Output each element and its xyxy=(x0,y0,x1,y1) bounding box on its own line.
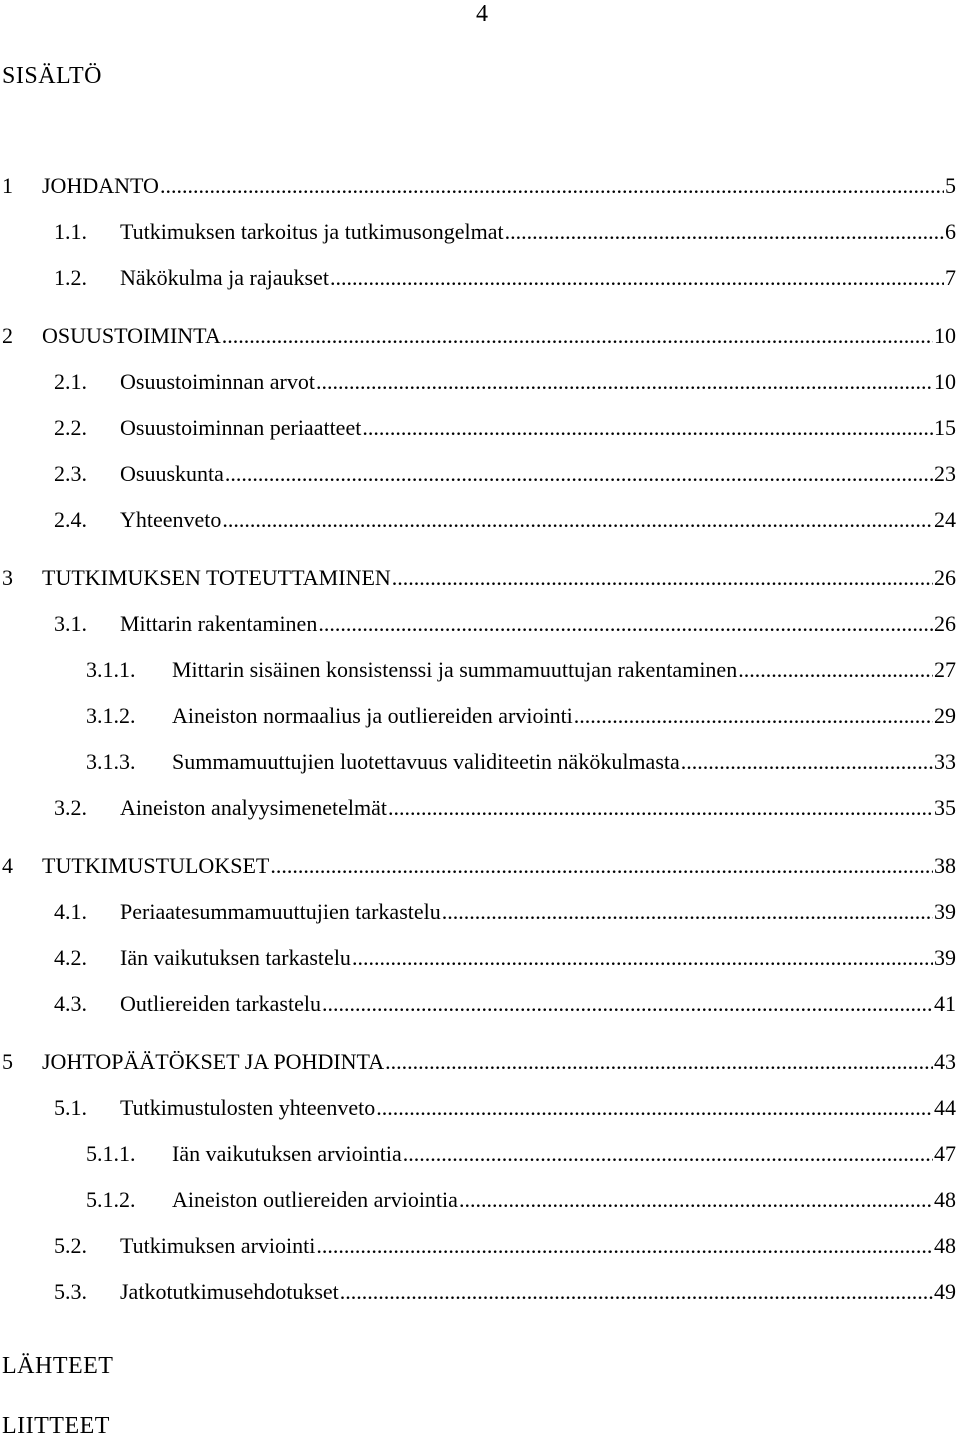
toc-entry-number: 1.2. xyxy=(54,265,87,290)
toc-dot-leader xyxy=(222,506,933,534)
toc-entry-label: JOHTOPÄÄTÖKSET JA POHDINTA xyxy=(42,1049,385,1074)
toc-entry[interactable] xyxy=(0,1272,960,1306)
toc-entry-label: Osuuskunta xyxy=(120,461,224,486)
toc-entry[interactable] xyxy=(0,742,960,776)
toc-entry[interactable] xyxy=(0,1042,960,1076)
toc-entry-label: JOHDANTO xyxy=(42,173,159,198)
toc-dot-leader xyxy=(330,264,944,292)
toc-entry-label: Aineiston normaalius ja outliereiden arviointi xyxy=(172,703,573,728)
toc-entry-label: Iän vaikutuksen arviointia xyxy=(172,1141,402,1166)
toc-entry[interactable] xyxy=(0,500,960,534)
toc-entry-number: 1.1. xyxy=(54,219,87,244)
toc-entry-label: Iän vaikutuksen tarkastelu xyxy=(120,945,351,970)
toc-entry-page: 48 xyxy=(934,1233,956,1258)
toc-entry-label: Tutkimuksen arviointi xyxy=(120,1233,316,1258)
toc-entry-label: Tutkimuksen tarkoitus ja tutkimusongelmat xyxy=(120,219,504,244)
toc-entry-number: 5.2. xyxy=(54,1233,87,1258)
toc-entry-page: 38 xyxy=(934,853,956,878)
toc-dot-leader xyxy=(442,898,933,926)
toc-dot-leader xyxy=(340,1278,933,1306)
toc-entry-number: 2.2. xyxy=(54,415,87,440)
toc-entry-number: 3.1.1. xyxy=(86,657,136,682)
toc-dot-leader xyxy=(459,1186,933,1214)
toc-entry-page: 39 xyxy=(934,899,956,924)
toc-entry-number: 1 xyxy=(2,173,13,198)
toc-entry[interactable] xyxy=(0,604,960,638)
toc-dot-leader xyxy=(316,1232,933,1260)
toc-entry-number: 2.3. xyxy=(54,461,87,486)
toc-entry-page: 48 xyxy=(934,1187,956,1212)
toc-entry[interactable] xyxy=(0,1180,960,1214)
toc-entry-number: 3.1. xyxy=(54,611,87,636)
toc-entry-number: 5.1. xyxy=(54,1095,87,1120)
toc-entry-page: 10 xyxy=(934,323,956,348)
toc-dot-leader xyxy=(160,172,944,200)
toc-entry-page: 44 xyxy=(934,1095,956,1120)
toc-entry-page: 39 xyxy=(934,945,956,970)
toc-entry-number: 3.2. xyxy=(54,795,87,820)
toc-entry-label: TUTKIMUKSEN TOTEUTTAMINEN xyxy=(42,565,391,590)
toc-entry-label: Osuustoiminnan periaatteet xyxy=(120,415,362,440)
toc-entry[interactable] xyxy=(0,1226,960,1260)
toc-entry[interactable] xyxy=(0,212,960,246)
toc-entry-label: Periaatesummamuuttujien tarkastelu xyxy=(120,899,441,924)
toc-entry[interactable] xyxy=(0,846,960,880)
toc-entry[interactable] xyxy=(0,362,960,396)
toc-entry-label: Outliereiden tarkastelu xyxy=(120,991,321,1016)
toc-entry-number: 5.1.1. xyxy=(86,1141,136,1166)
toc-entry[interactable] xyxy=(0,938,960,972)
toc-entry-page: 43 xyxy=(934,1049,956,1074)
toc-entry-page: 15 xyxy=(934,415,956,440)
toc-dot-leader xyxy=(316,368,933,396)
toc-dot-leader xyxy=(385,1048,933,1076)
toc-dot-leader xyxy=(362,414,933,442)
toc-entry-page: 26 xyxy=(934,611,956,636)
toc-dot-leader xyxy=(225,460,933,488)
toc-entry-label: Tutkimustulosten yhteenveto xyxy=(120,1095,376,1120)
toc-entry-page: 23 xyxy=(934,461,956,486)
toc-entry-number: 3.1.2. xyxy=(86,703,136,728)
toc-entry[interactable] xyxy=(0,454,960,488)
toc-dot-leader xyxy=(738,656,933,684)
toc-entry-page: 26 xyxy=(934,565,956,590)
toc-entry-page: 27 xyxy=(934,657,956,682)
toc-entry-page: 33 xyxy=(934,749,956,774)
toc-entry-number: 5.3. xyxy=(54,1279,87,1304)
toc-entry-label: Osuustoiminnan arvot xyxy=(120,369,315,394)
toc-dot-leader xyxy=(222,322,933,350)
toc-entry-page: 24 xyxy=(934,507,956,532)
toc-entry-page: 29 xyxy=(934,703,956,728)
toc-dot-leader xyxy=(388,794,933,822)
toc-dot-leader xyxy=(681,748,933,776)
toc-title: SISÄLTÖ xyxy=(2,63,102,89)
toc-entry-number: 3.1.3. xyxy=(86,749,136,774)
toc-entry-label: TUTKIMUSTULOKSET xyxy=(42,853,270,878)
toc-entry-label: Jatkotutkimusehdotukset xyxy=(120,1279,339,1304)
toc-entry[interactable] xyxy=(0,696,960,730)
toc-dot-leader xyxy=(574,702,933,730)
toc-entry-label: Mittarin sisäinen konsistenssi ja summamuuttujan rakentaminen xyxy=(172,657,738,682)
toc-entry-number: 2.4. xyxy=(54,507,87,532)
toc-entry-number: 2.1. xyxy=(54,369,87,394)
toc-entry-page: 47 xyxy=(934,1141,956,1166)
toc-dot-leader xyxy=(376,1094,933,1122)
toc-entry-page: 49 xyxy=(934,1279,956,1304)
toc-entry[interactable] xyxy=(0,408,960,442)
toc-dot-leader xyxy=(322,990,933,1018)
toc-entry[interactable] xyxy=(0,166,960,200)
toc-entry-page: 10 xyxy=(934,369,956,394)
toc-entry-number: 3 xyxy=(2,565,13,590)
toc-entry[interactable] xyxy=(0,558,960,592)
toc-entry[interactable] xyxy=(0,984,960,1018)
toc-entry-label: Aineiston outliereiden arviointia xyxy=(172,1187,458,1212)
toc-entry-label: Mittarin rakentaminen xyxy=(120,611,318,636)
toc-entry-page: 35 xyxy=(934,795,956,820)
page-number: 4 xyxy=(476,1,488,27)
toc-entry-page: 7 xyxy=(945,265,956,290)
toc-dot-leader xyxy=(505,218,944,246)
toc-entry-page: 41 xyxy=(934,991,956,1016)
toc-entry[interactable] xyxy=(0,1134,960,1168)
toc-entry[interactable] xyxy=(0,316,960,350)
toc-entry-page: 5 xyxy=(945,173,956,198)
toc-entry-number: 4 xyxy=(2,853,13,878)
toc-entry-number: 4.1. xyxy=(54,899,87,924)
toc-references-heading[interactable]: LÄHTEET xyxy=(2,1353,114,1379)
toc-entry[interactable] xyxy=(0,258,960,292)
toc-dot-leader xyxy=(403,1140,933,1168)
toc-dot-leader xyxy=(318,610,933,638)
toc-entry[interactable] xyxy=(0,788,960,822)
toc-dot-leader xyxy=(392,564,933,592)
toc-dot-leader xyxy=(352,944,933,972)
toc-entry-label: Yhteenveto xyxy=(120,507,222,532)
toc-entry-label: OSUUSTOIMINTA xyxy=(42,323,221,348)
toc-entry-label: Summamuuttujien luotettavuus validiteetin näkökulmasta xyxy=(172,749,680,774)
toc-entry-label: Näkökulma ja rajaukset xyxy=(120,265,329,290)
toc-entry[interactable] xyxy=(0,1088,960,1122)
toc-entry-page: 6 xyxy=(945,219,956,244)
toc-entry-label: Aineiston analyysimenetelmät xyxy=(120,795,387,820)
toc-entry-number: 2 xyxy=(2,323,13,348)
toc-entry[interactable] xyxy=(0,650,960,684)
toc-entry-number: 5 xyxy=(2,1049,13,1074)
toc-dot-leader xyxy=(270,852,933,880)
toc-entry-number: 5.1.2. xyxy=(86,1187,136,1212)
toc-entry-number: 4.3. xyxy=(54,991,87,1016)
toc-entry[interactable] xyxy=(0,892,960,926)
toc-entry-number: 4.2. xyxy=(54,945,87,970)
toc-appendices-heading[interactable]: LIITTEET xyxy=(2,1413,110,1439)
